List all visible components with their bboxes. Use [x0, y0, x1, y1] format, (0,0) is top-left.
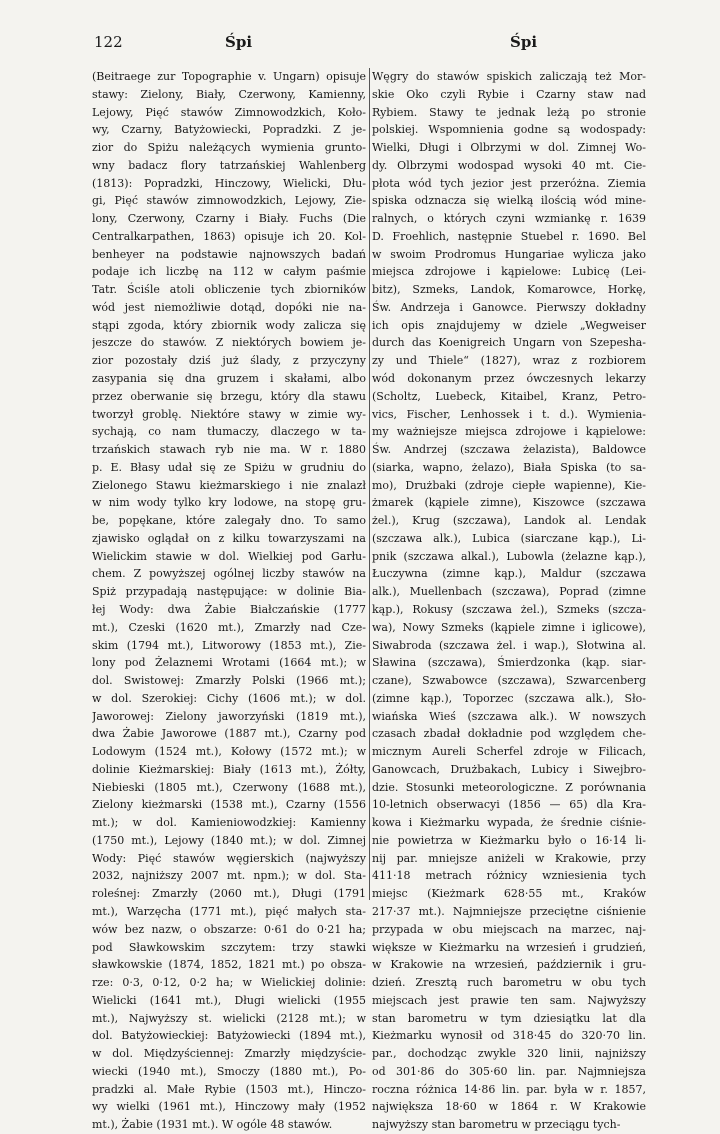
text-line: stawy: Zielony, Biały, Czerwony, Kamienny, — [92, 87, 366, 101]
text-line: w nim wody tylko kry lodowe, na stopę gru- — [92, 496, 366, 510]
text-line: większe w Kieżmarku na wrzesień i grudzień, — [372, 940, 646, 954]
text-line: Wielickim stawie w dol. Wielkiej pod Garłu- — [92, 549, 366, 563]
text-line: przypada w obu miejscach na marzec, naj- — [372, 922, 646, 936]
text-line: Ganowcach, Drużbakach, Lubicy i Siwejbro- — [372, 762, 646, 776]
text-line: płota wód tych jezior jest przeróżna. Ziemia — [372, 176, 646, 190]
text-line: gi, Pięć stawów zimnowodzkich, Lejowy, Zie- — [92, 194, 366, 208]
text-line: Wody: Pięć stawów węgierskich (najwyższy — [92, 851, 366, 865]
column-divider — [369, 68, 370, 900]
text-line: wiecki (1940 mt.), Smoczy (1880 mt.), Po- — [92, 1064, 366, 1078]
text-line: mt.), Żabie (1931 mt.). W ogóle 48 stawów. — [92, 1118, 333, 1132]
text-line: Rybiem. Stawy te jednak leżą po stronie — [372, 105, 646, 119]
text-line: czasach zbadał dokładnie pod względem che- — [372, 727, 646, 741]
text-line: dwa Żabie Jaworowe (1887 mt.), Czarny pod — [92, 727, 366, 741]
text-line: micznym Aureli Scherfel zdroje w Filicach, — [372, 745, 646, 759]
text-line: ralnych, o których czyni wzmiankę r. 1639 — [372, 212, 646, 226]
text-column-left — [92, 68, 366, 1134]
text-line: Św. Andrzej (szczawa żelazista), Baldowce — [372, 443, 646, 457]
text-column-right — [372, 68, 646, 1134]
text-line: (1750 mt.), Lejowy (1840 mt.); w dol. Zimnej — [92, 833, 366, 847]
text-line: dzie. Stosunki meteorologiczne. Z porównania — [372, 780, 646, 794]
text-line: podaje ich liczbę na 112 w całym paśmie — [92, 265, 366, 279]
text-line: Wielki, Długi i Olbrzymi w dol. Zimnej Wo- — [372, 141, 646, 155]
text-line: Św. Andrzeja i Ganowce. Pierwszy dokładny — [372, 300, 646, 314]
page-number: 122 — [94, 33, 123, 51]
text-line: polskiej. Wspomnienia godne są wodospady: — [372, 123, 646, 137]
text-line: wy wielki (1961 mt.), Hinczowy mały (1952 — [92, 1100, 366, 1114]
text-line: lony, Czerwony, Czarny i Biały. Fuchs (Die — [92, 212, 366, 226]
text-line: be, popękane, które zalegały dno. To samo — [92, 514, 366, 528]
text-line: Zielonego Stawu kieżmarskiego i nie znalazł — [92, 478, 366, 492]
text-line: 2032, najniższy 2007 mt. npm.); w dol. Sta- — [92, 869, 366, 883]
text-line: mt.), Warzęcha (1771 mt.), pięć małych sta- — [92, 904, 366, 918]
text-line: łej Wody: dwa Żabie Białczańskie (1777 — [92, 602, 366, 616]
text-line: kowa i Kieżmarku wypada, że średnie ciśnie- — [372, 816, 646, 830]
text-line: żmarek (kąpiele zimne), Kiszowce (szczawa — [372, 496, 646, 510]
text-line: nie powietrza w Kieżmarku było o 16·14 li- — [372, 833, 646, 847]
text-line: pradzki al. Małe Rybie (1503 mt.), Hinczo- — [92, 1082, 366, 1096]
text-line: wny badacz flory tatrzańskiej Wahlenberg — [92, 158, 366, 172]
text-line: Siwabroda (szczawa żel. i wap.), Słotwina al. — [372, 638, 646, 652]
text-line: benheyer na podstawie najnowszych badań — [92, 247, 366, 261]
text-line: przez oberwanie się brzegu, który dla stawu — [92, 389, 366, 403]
text-line: durch das Koenigreich Ungarn von Szepesha- — [372, 336, 646, 350]
text-line: najwyższy stan barometru w przeciągu tych- — [372, 1118, 621, 1132]
text-line: (zimne kąp.), Toporzec (szczawa alk.), Sło- — [372, 691, 646, 705]
text-line: (1813): Popradzki, Hinczowy, Wielicki, Dłu- — [92, 176, 366, 190]
text-line: nij par. mniejsze aniżeli w Krakowie, przy — [372, 851, 646, 865]
text-line: roleśnej: Zmarzły (2060 mt.), Długi (1791 — [92, 887, 366, 901]
text-line: mt.), Najwyższy st. wielicki (2128 mt.); w — [92, 1011, 366, 1025]
running-headword-left: Śpi — [225, 33, 253, 51]
text-line: Zielony kieżmarski (1538 mt.), Czarny (1556 — [92, 798, 366, 812]
text-line: Niebieski (1805 mt.), Czerwony (1688 mt.), — [92, 780, 366, 794]
text-line: zior pozostały dziś już ślady, z przyczyny — [92, 354, 366, 368]
text-line: stan barometru w tym dziesiątku lat dla — [372, 1011, 646, 1025]
text-line: sychają, co nam tłumaczy, dlaczego w ta- — [92, 425, 366, 439]
text-line: mt.), Czeski (1620 mt.), Zmarzły nad Cze- — [92, 620, 366, 634]
text-line: bitz), Szmeks, Landok, Komarowce, Horkę, — [372, 283, 646, 297]
text-line: (siarka, wapno, żelazo), Biała Spiska (to sa- — [372, 460, 646, 474]
text-line: w swoim Prodromus Hungariae wylicza jako — [372, 247, 646, 261]
text-line: zior do Spiżu należących wymienia grunto- — [92, 141, 366, 155]
text-line: D. Froehlich, następnie Stuebel r. 1690. Bel — [372, 229, 646, 243]
text-line: wów bez nazw, o obszarze: 0·61 do 0·21 ha; — [92, 922, 366, 936]
text-line: wa), Nowy Szmeks (kąpiele zimne i iglicowe), — [372, 620, 646, 634]
text-line: zasypania się dna gruzem i skałami, albo — [92, 372, 366, 386]
text-line: mt.); w dol. Kamieniowodzkiej: Kamienny — [92, 816, 366, 830]
text-line: Wielicki (1641 mt.), Długi wielicki (1955 — [92, 993, 366, 1007]
text-line: sławkowskie (1874, 1852, 1821 mt.) po obsza- — [92, 958, 366, 972]
text-line: lony pod Żelaznemi Wrotami (1664 mt.); w — [92, 656, 366, 670]
text-line: miejscach jest prawie ten sam. Najwyższy — [372, 993, 646, 1007]
text-line: dy. Olbrzymi wodospad wysoki 40 mt. Cie- — [372, 158, 646, 172]
text-line: kąp.), Rokusy (szczawa żel.), Szmeks (szcza- — [372, 602, 646, 616]
text-line: od 301·86 do 305·60 lin. par. Najmniejsza — [372, 1064, 646, 1078]
text-line: pnik (szczawa alkal.), Lubowla (żelazne kąp.), — [372, 549, 646, 563]
text-line: roczna różnica 14·86 lin. par. była w r. 1857, — [372, 1082, 646, 1096]
text-line: wód jest niemożliwie dotąd, dopóki nie na- — [92, 300, 366, 314]
text-line: pod Sławkowskim szczytem: trzy stawki — [92, 940, 366, 954]
text-line: największa 18·60 w 1864 r. W Krakowie — [372, 1100, 646, 1114]
text-line: dol. Swistowej: Zmarzły Polski (1966 mt.); — [92, 674, 366, 688]
text-line: Węgry do stawów spiskich zaliczają też Mor- — [372, 70, 646, 83]
text-line: (Beitraege zur Topographie v. Ungarn) opisuje — [92, 70, 366, 83]
text-line: w dol. Szerokiej: Cichy (1606 mt.); w dol. — [92, 691, 366, 705]
text-line: trzańskich stawach ryb nie ma. W r. 1880 — [92, 443, 366, 457]
text-line: jeszcze do stawów. Z niektórych bowiem je- — [92, 336, 366, 350]
text-line: żel.), Krug (szczawa), Landok al. Lendak — [372, 514, 646, 528]
text-line: wy, Czarny, Batyżowiecki, Popradzki. Z je- — [92, 123, 366, 137]
text-line: Lodowym (1524 mt.), Kołowy (1572 mt.); w — [92, 745, 366, 759]
text-line: czane), Szwabowce (szczawa), Szwarcenberg — [372, 674, 646, 688]
text-line: my ważniejsze miejsca zdrojowe i kąpielowe: — [372, 425, 646, 439]
text-line: dol. Batyżowieckiej: Batyżowiecki (1894 mt.), — [92, 1029, 366, 1043]
text-line: vics, Fischer, Lenhossek i t. d.). Wymienia- — [372, 407, 646, 421]
text-line: (Scholtz, Luebeck, Kitaibel, Kranz, Petro- — [372, 389, 646, 403]
text-line: (szczawa alk.), Lubica (siarczane kąp.), Li- — [372, 531, 646, 545]
text-line: dolinie Kieżmarskiej: Biały (1613 mt.), Żółty, — [92, 762, 366, 776]
text-line: stąpi zgoda, który zbiornik wody zalicza się — [92, 318, 366, 332]
text-line: tworzył groblę. Niektóre stawy w zimie wy- — [92, 407, 366, 421]
text-line: w Krakowie na wrzesień, październik i gru- — [372, 958, 646, 972]
text-line: miejsca zdrojowe i kąpielowe: Lubicę (Lei- — [372, 265, 646, 279]
text-line: ich opis znajdujemy w dziele „Wegweiser — [372, 318, 646, 332]
text-line: 217·37 mt.). Najmniejsze przeciętne ciśnienie — [372, 904, 646, 918]
text-line: Tatr. Ściśle atoli obliczenie tych zbiorników — [92, 283, 366, 297]
page-header — [92, 33, 652, 57]
text-line: Kieżmarku wynosił od 318·45 do 320·70 lin. — [372, 1029, 646, 1043]
text-line: alk.), Muellenbach (szczawa), Poprad (zimne — [372, 585, 646, 599]
text-line: wiańska Wieś (szczawa alk.). W nowszych — [372, 709, 646, 723]
text-line: 411·18 metrach różnicy wzniesienia tych — [372, 869, 646, 883]
text-line: 10-letnich obserwacyi (1856 — 65) dla Kra- — [372, 798, 646, 812]
text-line: zy und Thiele“ (1827), wraz z rozbiorem — [372, 354, 646, 368]
text-line: mo), Drużbaki (zdroje ciepłe wapienne), Kie- — [372, 478, 646, 492]
running-headword-right: Śpi — [510, 33, 538, 51]
text-line: Spiż przypadają następujące: w dolinie Bia- — [92, 585, 366, 599]
text-line: Centralkarpathen, 1863) opisuje ich 20. Kol- — [92, 229, 366, 243]
text-line: miejsc (Kieżmark 628·55 mt., Kraków — [372, 887, 646, 901]
text-line: chem. Z powyższej ogólnej liczby stawów na — [92, 567, 366, 581]
text-line: Lejowy, Pięć stawów Zimnowodzkich, Koło- — [92, 105, 366, 119]
text-line: dzień. Zresztą ruch barometru w obu tych — [372, 976, 646, 990]
text-line: Łuczywna (zimne kąp.), Maldur (szczawa — [372, 567, 646, 581]
text-line: zjawisko oglądał on z kilku towarzyszami na — [92, 531, 366, 545]
text-line: Sławina (szczawa), Śmierdzonka (kąp. siar- — [372, 656, 646, 670]
text-line: spiska odznacza się wielką ilością wód mine- — [372, 194, 646, 208]
text-line: p. E. Błasy udał się ze Spiżu w grudniu do — [92, 460, 366, 474]
text-line: skie Oko czyli Rybie i Czarny staw nad — [372, 87, 646, 101]
text-line: w dol. Międzyściennej: Zmarzły międzyście- — [92, 1047, 366, 1061]
text-line: par., dochodząc zwykle 320 linii, najniższy — [372, 1047, 646, 1061]
text-line: Jaworowej: Zielony jaworzyński (1819 mt.), — [92, 709, 366, 723]
text-line: wód dokonanym przez ówczesnych lekarzy — [372, 372, 646, 386]
text-line: rze: 0·3, 0·12, 0·2 ha; w Wielickiej dolinie: — [92, 976, 366, 990]
text-line: skim (1794 mt.), Litworowy (1853 mt.), Zie- — [92, 638, 366, 652]
